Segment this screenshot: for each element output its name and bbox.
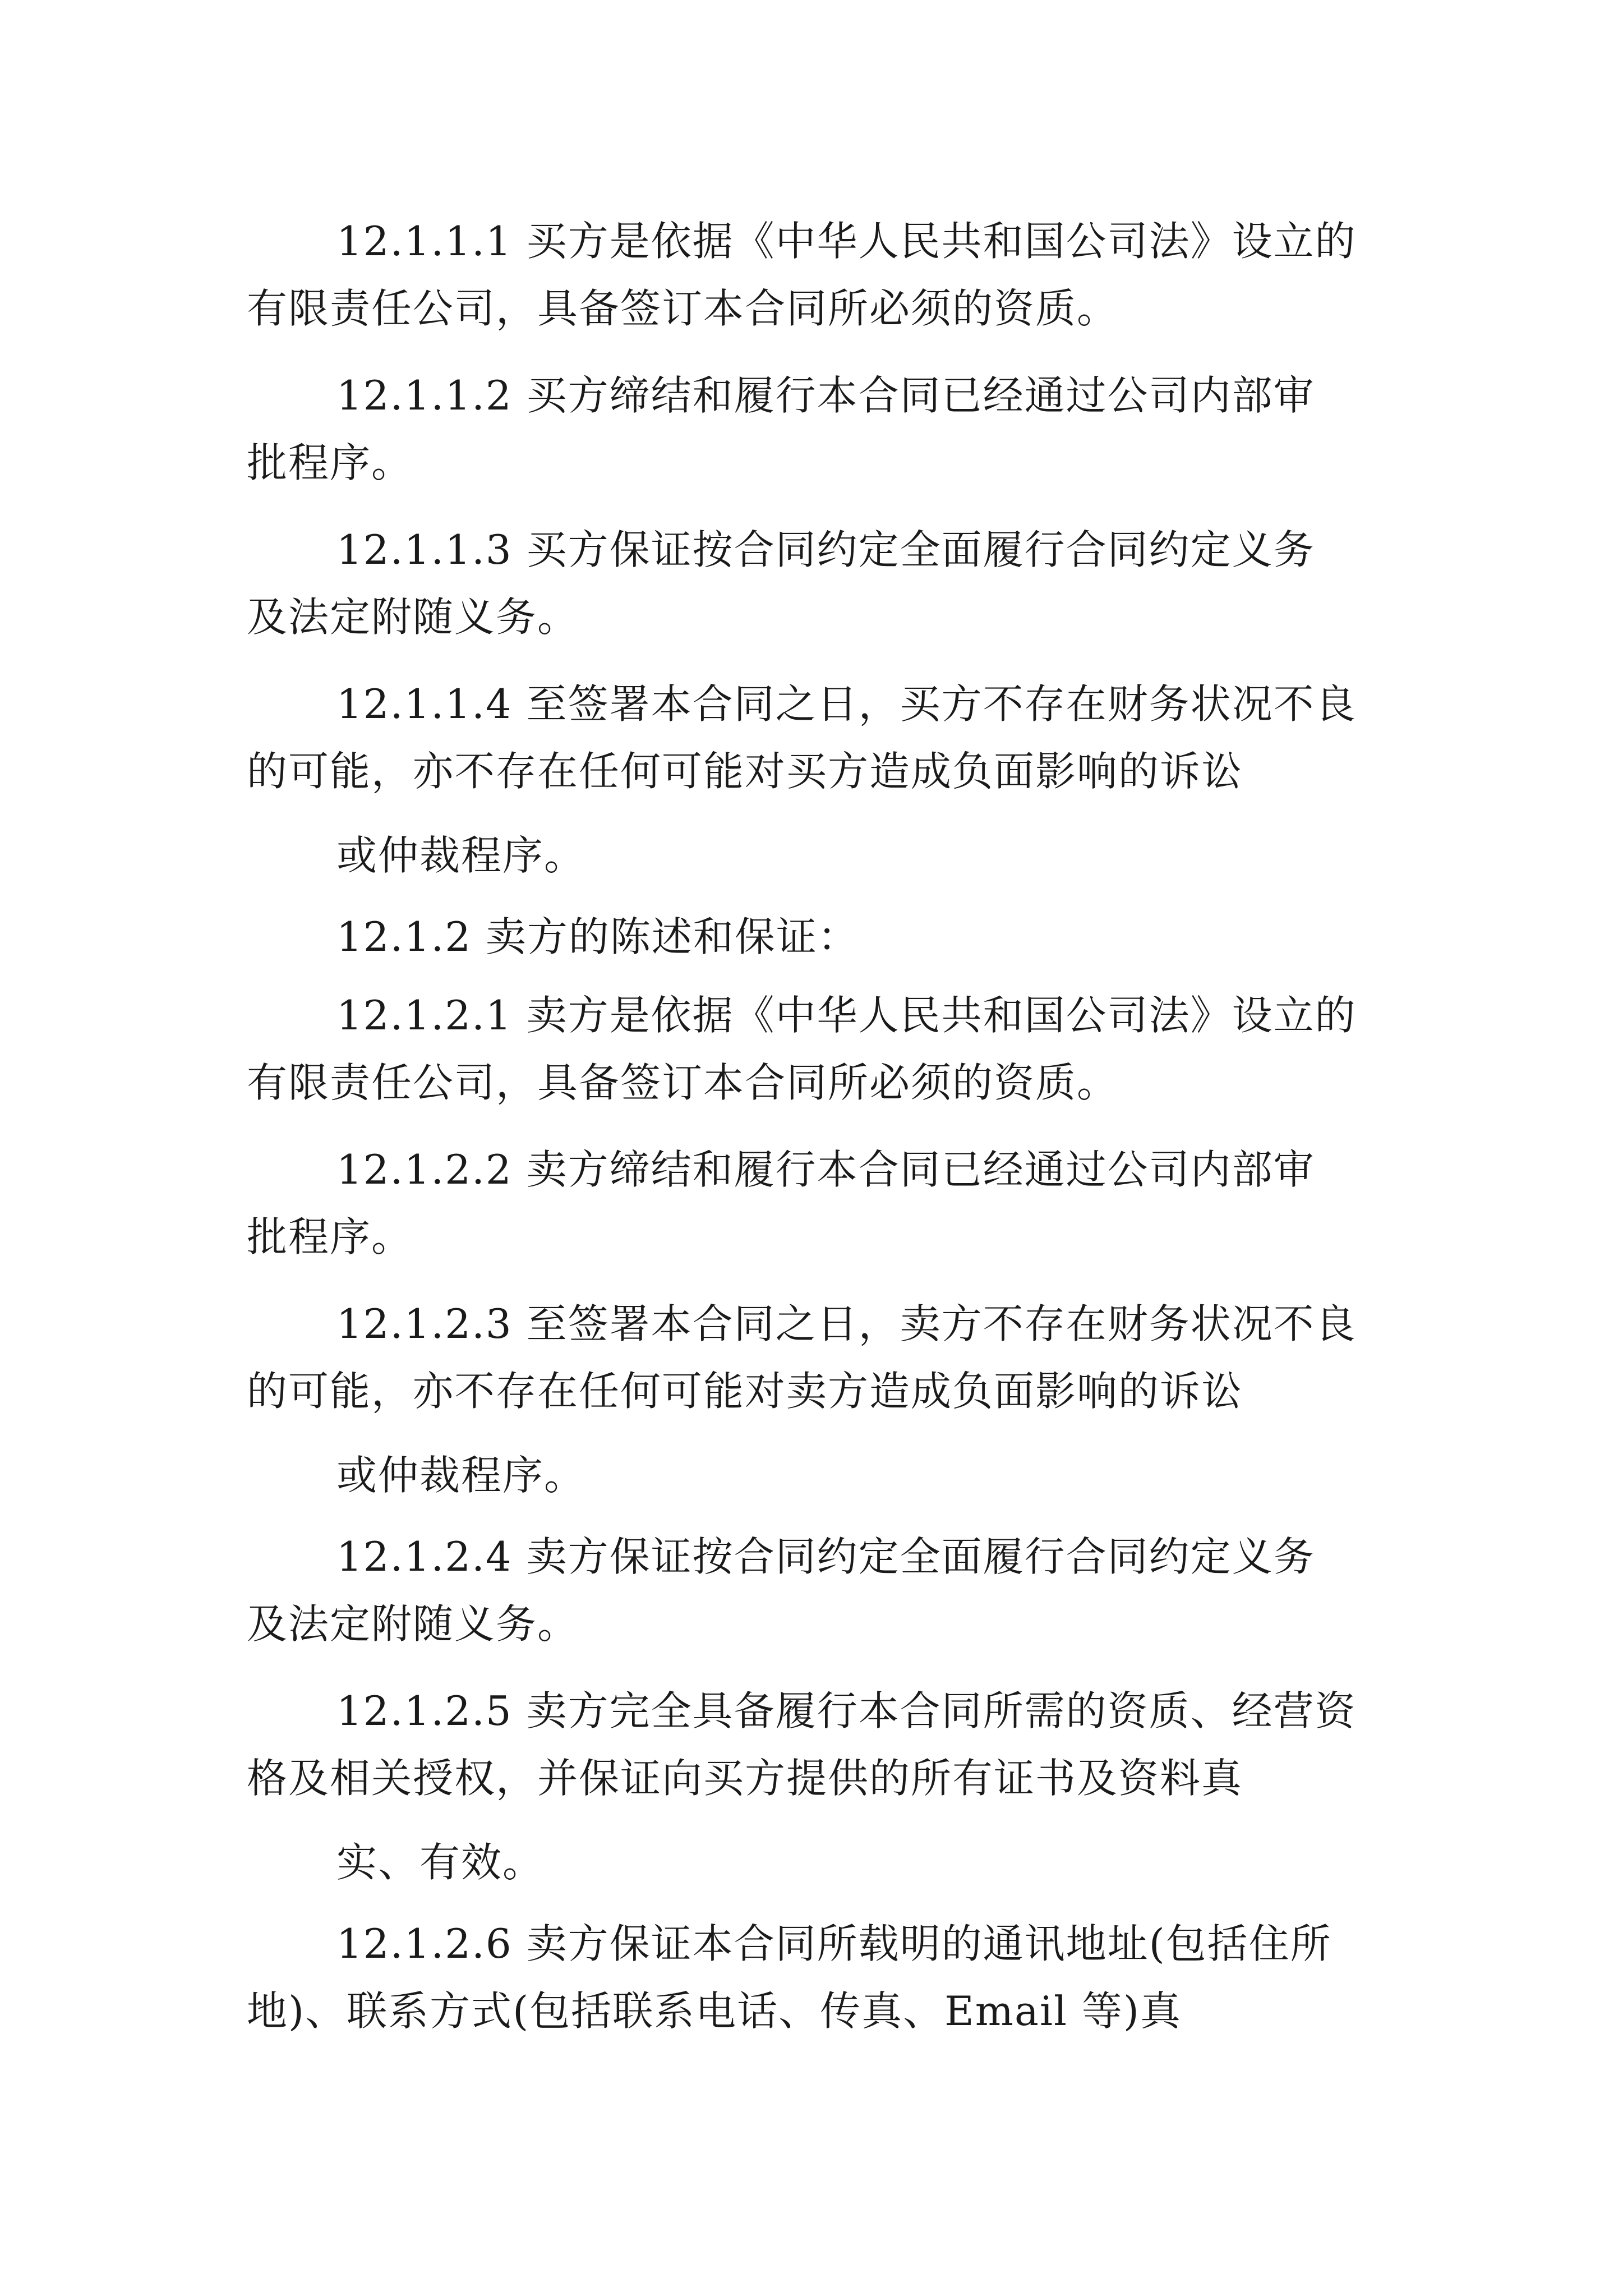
clause-12-1-2-5-line-3: 实、有效。 [336,1839,545,1886]
clause-12-1-2-5-line-2: 格及相关授权，并保证向买方提供的所有证书及资料真 [247,1755,1243,1802]
clause-12-1-2-6-line-2: 地)、联系方式(包括联系电话、传真、Email 等)真 [247,1987,1182,2035]
clause-12-1-2-4-line-1: 12.1.2.4 卖方保证按合同约定全面履行合同约定义务 [336,1533,1315,1580]
clause-12-1-2-1-line-1: 12.1.2.1 卖方是依据《中华人民共和国公司法》设立的 [336,992,1357,1039]
clause-12-1-1-3-line-2: 及法定附随义务。 [247,593,579,641]
clause-12-1-2-2-line-2: 批程序。 [247,1213,413,1260]
clause-12-1-1-4-line-3: 或仲裁程序。 [336,832,586,879]
clause-12-1-1-2-line-1: 12.1.1.2 买方缔结和履行本合同已经通过公司内部审 [336,372,1315,419]
clause-12-1-2-6-line-1: 12.1.2.6 卖方保证本合同所载明的通讯地址(包括住所 [336,1920,1332,1967]
clause-12-1-1-3-line-1: 12.1.1.3 买方保证按合同约定全面履行合同约定义务 [336,526,1315,573]
clause-12-1-2-3-line-1: 12.1.2.3 至签署本合同之日，卖方不存在财务状况不良 [336,1300,1357,1347]
clause-12-1-1-4-line-2: 的可能，亦不存在任何可能对买方造成负面影响的诉讼 [247,748,1243,795]
clause-12-1-2-4-line-2: 及法定附随义务。 [247,1600,579,1648]
clause-12-1-2-3-line-2: 的可能，亦不存在任何可能对卖方造成负面影响的诉讼 [247,1368,1243,1415]
clause-12-1-2-1-line-2: 有限责任公司，具备签订本合同所必须的资质。 [247,1059,1119,1106]
clause-12-1-2-heading: 12.1.2 卖方的陈述和保证： [336,913,859,960]
clause-12-1-1-4-line-1: 12.1.1.4 至签署本合同之日，买方不存在财务状况不良 [336,680,1357,728]
clause-12-1-1-1-line-2: 有限责任公司，具备签订本合同所必须的资质。 [247,285,1119,332]
clause-12-1-1-1-line-1: 12.1.1.1 买方是依据《中华人民共和国公司法》设立的 [336,218,1357,265]
clause-12-1-2-5-line-1: 12.1.2.5 卖方完全具备履行本合同所需的资质、经营资 [336,1687,1357,1734]
clause-12-1-2-2-line-1: 12.1.2.2 卖方缔结和履行本合同已经通过公司内部审 [336,1146,1315,1193]
clause-12-1-2-3-line-3: 或仲裁程序。 [336,1452,586,1499]
clause-12-1-1-2-line-2: 批程序。 [247,439,413,486]
